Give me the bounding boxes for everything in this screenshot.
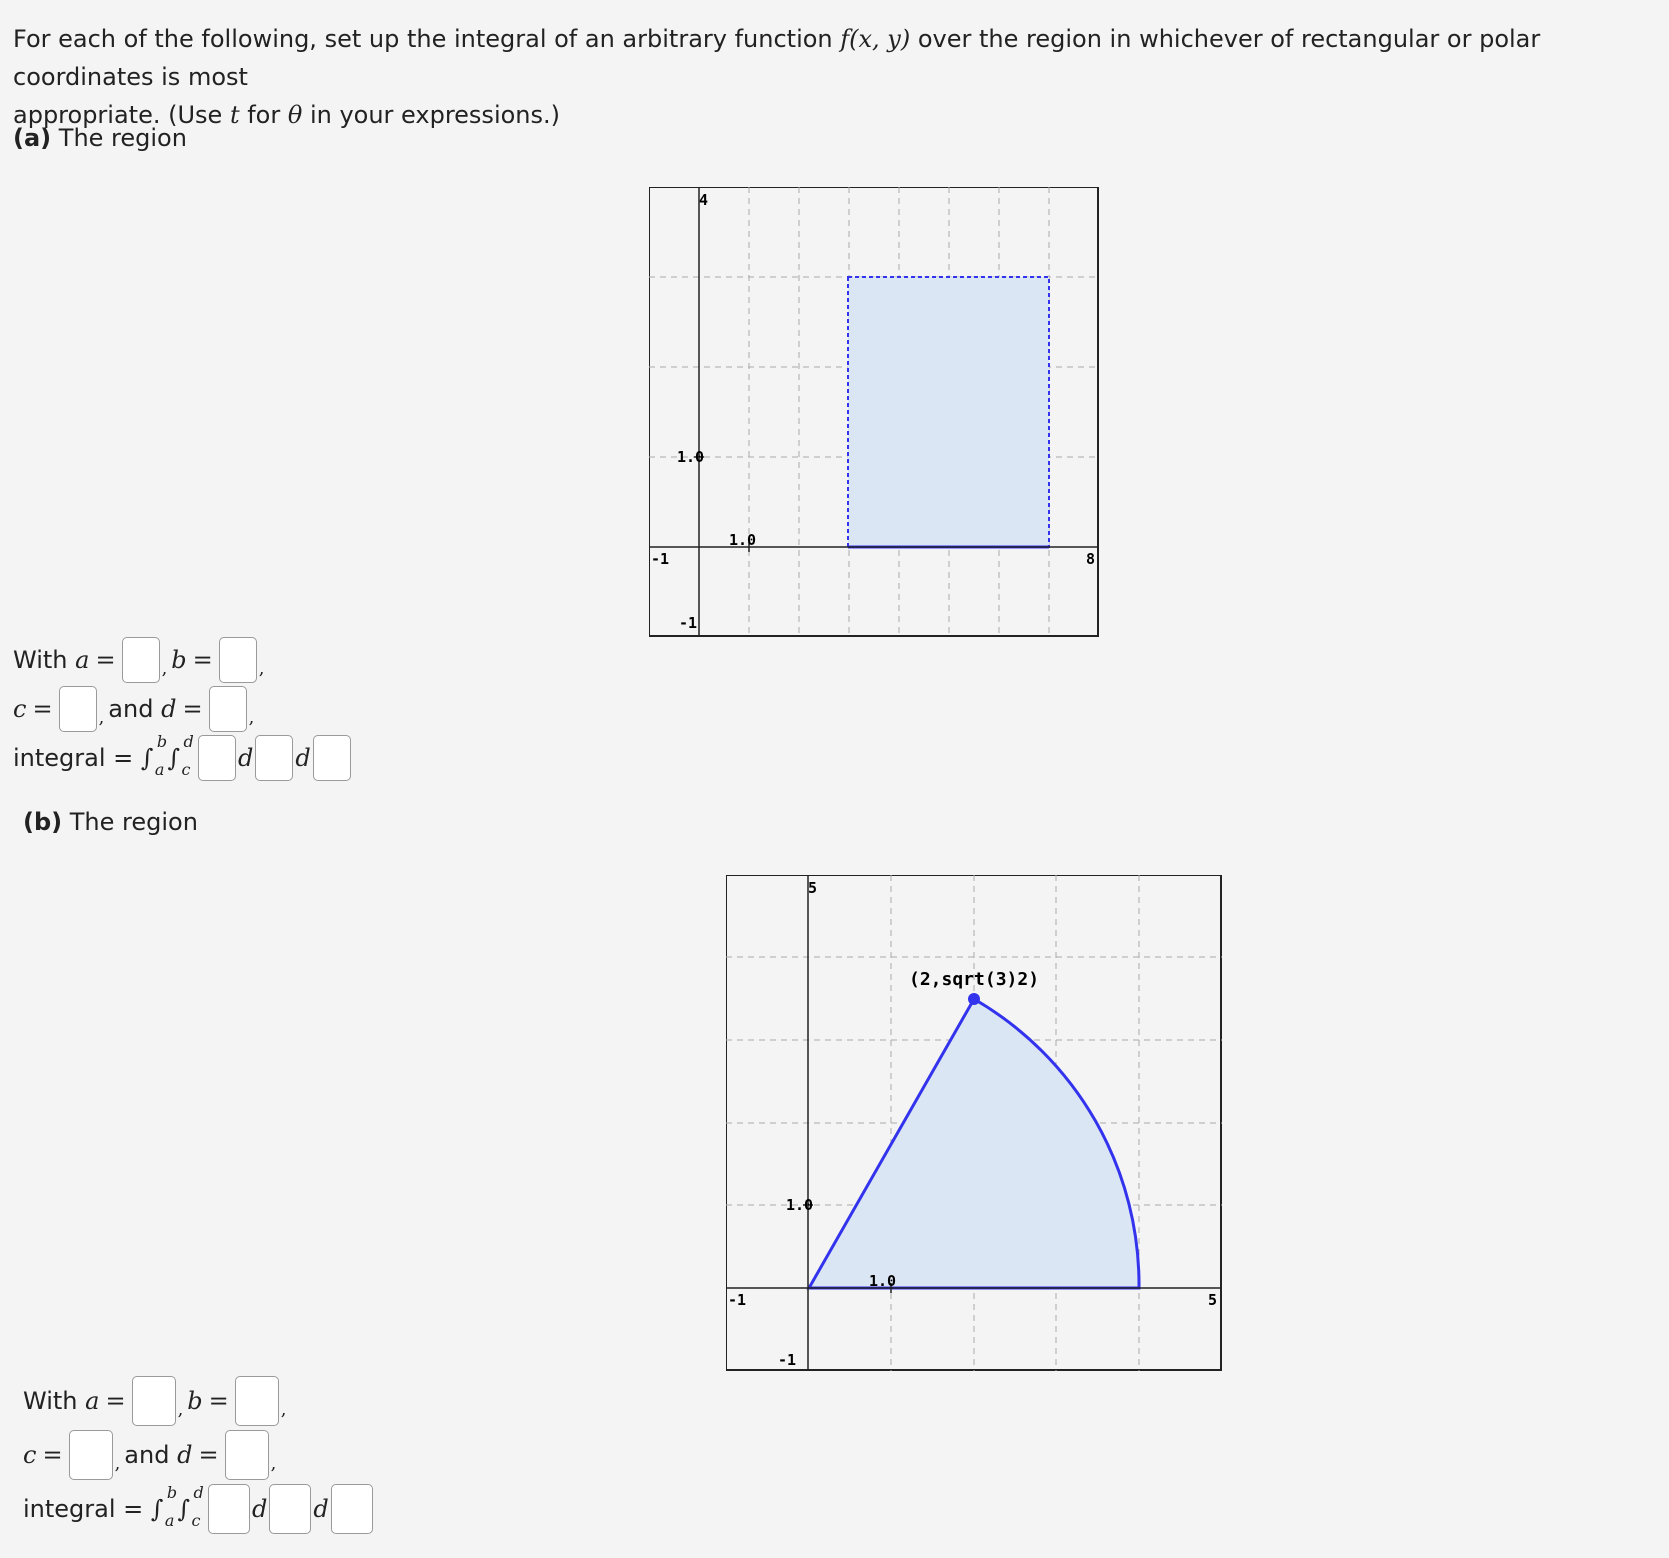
part-b-c-input[interactable] — [69, 1430, 113, 1480]
part-a-inner-variable-input[interactable] — [255, 735, 293, 781]
graph-a-y-max-label: 4 — [699, 191, 709, 209]
differential-d-2: d — [295, 744, 311, 772]
part-b-bounds-row-1: With a = , b = , — [23, 1376, 291, 1426]
graph-b-x-tick-label: 1.0 — [869, 1272, 897, 1290]
part-b-title: The region — [69, 808, 198, 836]
graph-a-y-tick-label: 1.0 — [677, 448, 705, 466]
var-a-label: a — [75, 646, 90, 674]
graph-a-region — [848, 277, 1049, 547]
part-a-integrand-input[interactable] — [198, 735, 236, 781]
var-d-label: d — [161, 695, 177, 723]
part-a-integral-row — [13, 732, 351, 781]
var-c-label: c — [13, 695, 27, 723]
part-b-label: (b) — [23, 808, 63, 836]
graph-b — [726, 875, 1222, 1371]
part-b-heading — [23, 808, 198, 836]
graph-b-y-min-label: -1 — [778, 1351, 797, 1369]
graph-b-y-max-label: 5 — [808, 879, 818, 897]
var-a-label: a — [85, 1387, 100, 1415]
variable-t: t — [229, 101, 240, 129]
differential-d-1: d — [251, 1495, 268, 1523]
graph-a-y-min-label: -1 — [679, 614, 698, 632]
part-a-heading — [13, 124, 187, 152]
prompt-text: for — [239, 101, 288, 129]
inner-integral-sign: ∫ d c — [177, 1483, 204, 1530]
integral-label: integral = — [13, 744, 134, 772]
prompt-text: For each of the following, set up the integral of an arbitrary function — [13, 25, 841, 53]
graph-a-x-min-label: -1 — [651, 550, 670, 568]
part-b-bounds-row-2: c = , and d = , — [23, 1430, 280, 1480]
differential-d-2: d — [313, 1495, 329, 1523]
outer-integral-sign: ∫ b a — [150, 1483, 178, 1530]
with-label: With — [23, 1387, 78, 1415]
problem-statement — [13, 20, 1653, 134]
part-b-outer-variable-input[interactable] — [331, 1484, 373, 1534]
graph-a — [649, 187, 1099, 637]
integral-label: integral = — [23, 1495, 144, 1523]
part-b-d-input[interactable] — [225, 1430, 269, 1480]
part-a-title: The region — [58, 124, 187, 152]
inner-integral-sign: ∫ d c — [167, 732, 194, 779]
and-label: and — [108, 695, 154, 723]
part-a-b-input[interactable] — [219, 637, 257, 683]
outer-integral-sign: ∫ b a — [140, 732, 168, 779]
part-b-a-input[interactable] — [132, 1376, 176, 1426]
function-expression: f(x, y) — [840, 25, 911, 53]
var-d-label: d — [177, 1441, 193, 1469]
part-b-integrand-input[interactable] — [208, 1484, 250, 1534]
part-b-integral-row — [23, 1484, 373, 1534]
var-b-label: b — [187, 1387, 203, 1415]
graph-b-x-min-label: -1 — [728, 1291, 747, 1309]
graph-a-x-tick-label: 1.0 — [729, 531, 757, 549]
differential-d-1: d — [237, 744, 254, 772]
part-a-label: (a) — [13, 124, 52, 152]
with-label: With — [13, 646, 68, 674]
prompt-text: over the region in whichever of rectangular or polar coordinates is most — [13, 25, 1541, 91]
part-a-a-input[interactable] — [122, 637, 160, 683]
part-a-bounds-row-2: c = , and d = , — [13, 686, 258, 732]
graph-a-x-max-label: 8 — [1086, 550, 1096, 568]
graph-b-point-label: (2,sqrt(3)2) — [909, 969, 1040, 990]
prompt-text: appropriate. (Use — [13, 101, 230, 129]
part-a-c-input[interactable] — [59, 686, 97, 732]
part-a-d-input[interactable] — [209, 686, 247, 732]
part-a-bounds-row-1: With a = , b = , — [13, 637, 269, 683]
part-a-outer-variable-input[interactable] — [313, 735, 351, 781]
and-label: and — [124, 1441, 170, 1469]
graph-b-y-tick-label: 1.0 — [786, 1196, 814, 1214]
var-b-label: b — [171, 646, 187, 674]
var-c-label: c — [23, 1441, 37, 1469]
part-b-b-input[interactable] — [235, 1376, 279, 1426]
part-b-inner-variable-input[interactable] — [269, 1484, 311, 1534]
prompt-text: in your expressions.) — [302, 101, 560, 129]
graph-b-point — [968, 993, 980, 1005]
variable-theta: θ — [287, 101, 303, 129]
graph-b-x-max-label: 5 — [1208, 1291, 1218, 1309]
